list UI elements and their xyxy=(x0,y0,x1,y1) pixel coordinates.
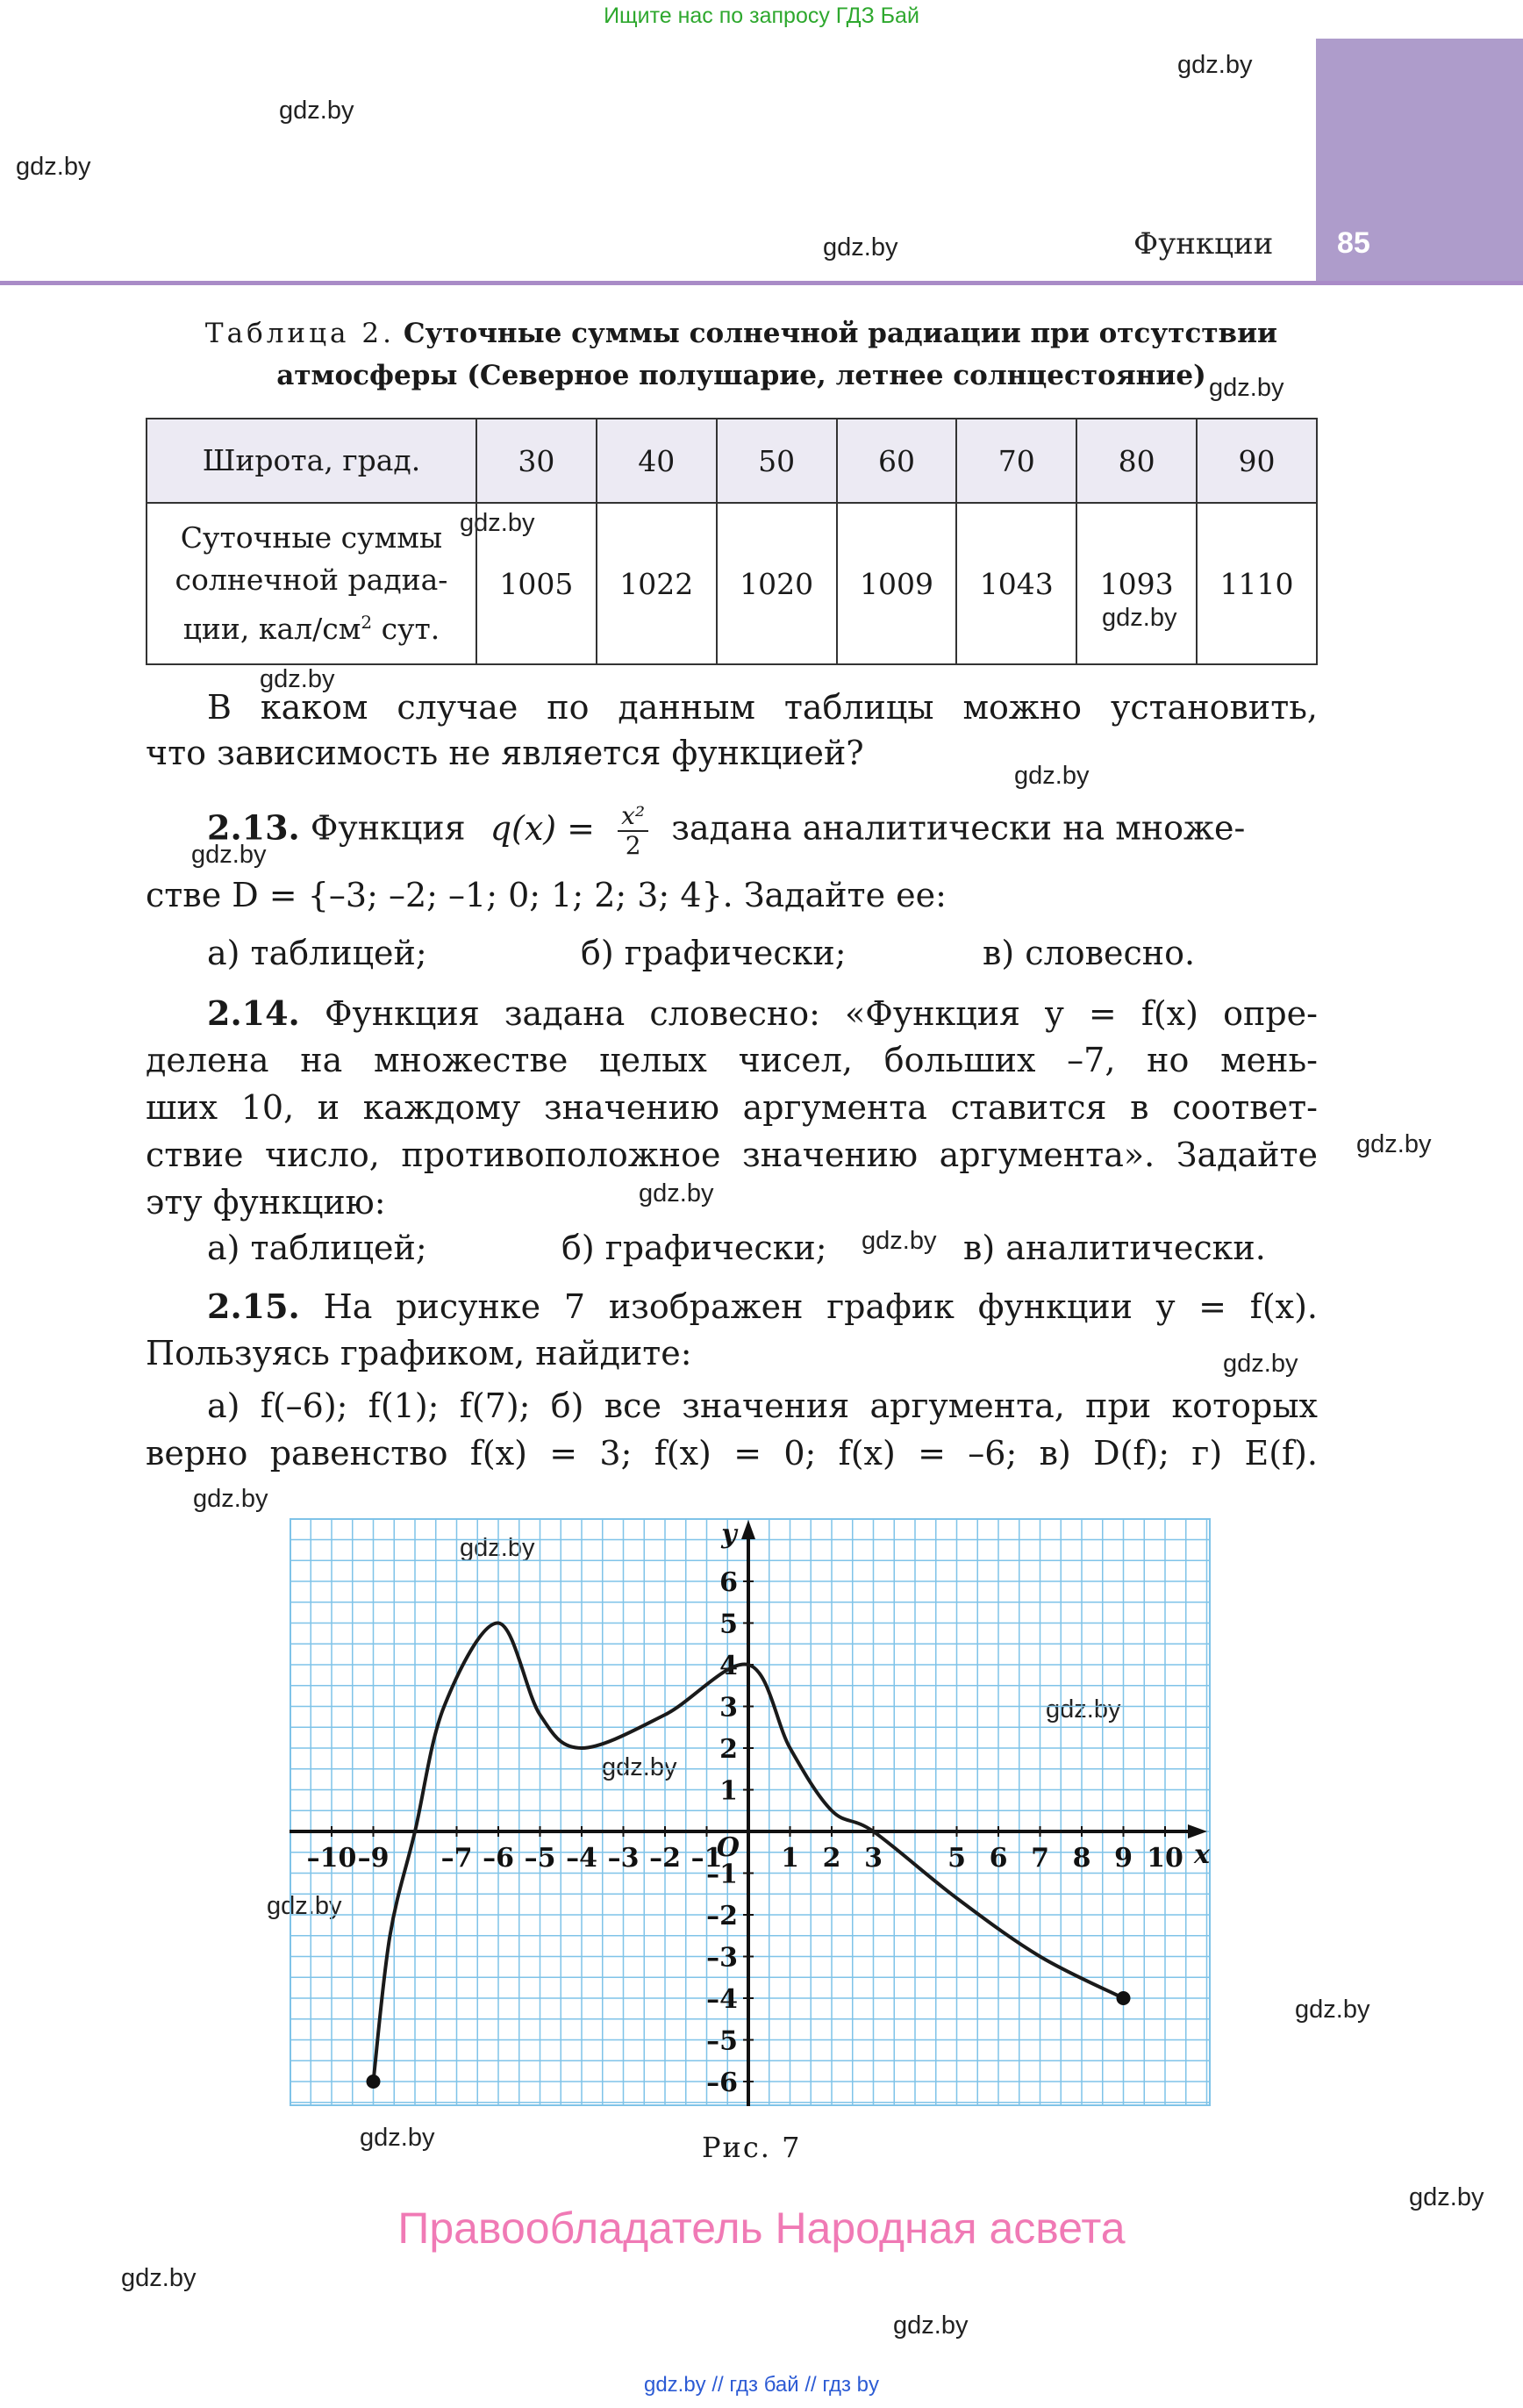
table-cell: 70 xyxy=(956,419,1076,503)
header-rule xyxy=(0,281,1523,285)
x-tick-label: –2 xyxy=(649,1843,681,1874)
formula-fraction xyxy=(618,802,648,860)
exercise-text: На рисунке 7 изображен график функции y = f(x). xyxy=(323,1287,1318,1326)
y-tick-label: 4 xyxy=(719,1651,738,1681)
y-tick-label: –5 xyxy=(706,2025,738,2057)
x-tick-label: –9 xyxy=(357,1843,390,1874)
row-header-line: ции, кал/см xyxy=(182,612,361,646)
watermark: gdz.by xyxy=(1409,2183,1484,2211)
unit-exponent: 2 xyxy=(361,612,373,633)
exercise-text: Функция xyxy=(310,808,466,848)
watermark: gdz.by xyxy=(1102,604,1177,632)
option-c: в) словесно. xyxy=(983,934,1196,972)
table-cell: 30 xyxy=(476,419,597,503)
exercise-text: Функция задана словесно: «Функция y = f(x) опре- xyxy=(324,994,1318,1033)
table-caption-title: Суточные суммы солнечной радиации при отсутствии атмосферы (Северное полушарие, летнее солнцестояние) xyxy=(276,318,1278,391)
y-tick-label: 6 xyxy=(719,1567,738,1598)
footer-links[interactable]: gdz.by // гдз бай // гдз by xyxy=(643,2373,880,2397)
watermark: gdz.by xyxy=(862,1227,937,1255)
x-tick-label: –4 xyxy=(566,1843,597,1874)
table-caption xyxy=(140,312,1342,397)
x-tick-label: 3 xyxy=(864,1843,883,1874)
section-title: Функции xyxy=(1133,226,1274,262)
top-banner[interactable]: Ищите нас по запросу ГДЗ Бай xyxy=(604,4,919,28)
origin-label: O xyxy=(716,1832,740,1863)
table-row xyxy=(147,503,1317,664)
y-tick-label: –2 xyxy=(706,1901,738,1931)
exercise-text: задана аналитически на множе- xyxy=(671,808,1246,848)
row-header-line: сут. xyxy=(372,612,440,646)
x-tick-label: –7 xyxy=(440,1843,473,1874)
watermark: gdz.by xyxy=(460,509,535,537)
function-graph xyxy=(290,1518,1211,2106)
watermark: gdz.by xyxy=(893,2311,969,2340)
option-b: б) графически; xyxy=(581,934,847,972)
table-cell: 90 xyxy=(1197,419,1317,503)
watermark: gdz.by xyxy=(267,1892,342,1920)
exercise-2-13-line: стве D = {–3; –2; –1; 0; 1; 2; 3; 4}. Задайте ее: xyxy=(146,876,947,914)
exercise-2-14-line xyxy=(207,993,1318,1033)
exercise-2-13-line xyxy=(207,802,1318,860)
endpoint xyxy=(1117,1991,1131,2005)
row-header-line: Суточные суммы xyxy=(180,520,443,555)
exercise-2-14-line: эту функцию: xyxy=(146,1183,386,1222)
watermark: gdz.by xyxy=(823,233,898,262)
x-tick-label: 8 xyxy=(1072,1843,1091,1874)
question-line: В каком случае по данным таблицы можно установить, xyxy=(207,688,1318,727)
x-tick-label: –1 xyxy=(690,1843,723,1874)
question-line: что зависимость не является функцией? xyxy=(146,734,864,772)
y-axis-label: y xyxy=(721,1519,737,1550)
y-tick-label: 3 xyxy=(719,1692,738,1724)
radiation-table xyxy=(146,418,1318,665)
watermark: gdz.by xyxy=(193,1485,268,1513)
row-header-radiation xyxy=(147,503,476,664)
table-cell: 40 xyxy=(597,419,717,503)
watermark: gdz.by xyxy=(360,2124,435,2152)
option-a: а) таблицей; xyxy=(207,1229,427,1267)
table-cell: 1110 xyxy=(1197,503,1317,664)
y-axis-arrow xyxy=(741,1520,755,1539)
page-number: 85 xyxy=(1337,226,1370,260)
exercise-number: 2.15. xyxy=(207,1286,300,1326)
watermark: gdz.by xyxy=(260,665,335,693)
exercise-2-15-line xyxy=(207,1286,1318,1326)
watermark: gdz.by xyxy=(1356,1130,1432,1158)
fraction-denominator: 2 xyxy=(625,831,641,860)
fraction-numerator: x² xyxy=(618,802,648,832)
x-tick-label: 1 xyxy=(781,1843,799,1874)
y-tick-label: 1 xyxy=(719,1775,738,1807)
exercise-2-15-line: Пользуясь графиком, найдите: xyxy=(146,1334,692,1372)
watermark: gdz.by xyxy=(16,153,91,181)
option-c: в) аналитически. xyxy=(963,1229,1266,1267)
y-tick-label: 5 xyxy=(719,1609,738,1640)
table-cell: 1043 xyxy=(956,503,1076,664)
exercise-2-15-line: верно равенство f(x) = 3; f(x) = 0; f(x) = –6; в) D(f); г) E(f). xyxy=(146,1434,1318,1473)
figure-caption: Рис. 7 xyxy=(702,2131,802,2164)
endpoint xyxy=(367,2075,381,2089)
option-a: а) таблицей; xyxy=(207,934,427,972)
option-b: б) графически; xyxy=(561,1229,827,1267)
watermark: gdz.by xyxy=(121,2264,197,2292)
watermark: gdz.by xyxy=(639,1179,714,1208)
x-tick-label: –10 xyxy=(306,1843,357,1874)
x-tick-label: –5 xyxy=(524,1843,556,1874)
exercise-2-14-line: ших 10, и каждому значению аргумента ставится в соответ- xyxy=(146,1088,1318,1127)
table-cell: 1005 xyxy=(476,503,597,664)
watermark: gdz.by xyxy=(1046,1695,1121,1724)
watermark: gdz.by xyxy=(1223,1350,1298,1378)
exercise-number: 2.14. xyxy=(207,993,300,1033)
graph-axes xyxy=(290,1520,1207,2106)
x-tick-label: 6 xyxy=(989,1843,1008,1874)
x-tick-label: –3 xyxy=(607,1843,640,1874)
y-tick-label: –3 xyxy=(706,1942,738,1974)
x-tick-label: 9 xyxy=(1114,1843,1133,1874)
table-row xyxy=(147,419,1317,503)
rights-holder: Правообладатель Народная асвета xyxy=(397,2204,1126,2253)
x-tick-label: 7 xyxy=(1031,1843,1049,1874)
row-header-latitude: Широта, град. xyxy=(147,419,476,503)
x-axis-label: x xyxy=(1194,1839,1210,1870)
y-tick-label: 2 xyxy=(719,1734,738,1765)
watermark: gdz.by xyxy=(1177,51,1253,79)
y-tick-label: –1 xyxy=(706,1859,738,1890)
watermark: gdz.by xyxy=(1014,762,1090,790)
watermark: gdz.by xyxy=(602,1753,677,1781)
formula-lhs: q(x) = xyxy=(490,808,596,848)
x-tick-label: 2 xyxy=(822,1843,841,1874)
x-tick-label: 10 xyxy=(1147,1843,1183,1874)
x-axis-arrow xyxy=(1188,1824,1207,1838)
exercise-2-14-line: ствие число, противоположное значению аргумента». Задайте xyxy=(146,1136,1318,1174)
row-header-line: солнечной радиа- xyxy=(175,563,448,597)
table-cell: 1020 xyxy=(717,503,837,664)
table-cell: 60 xyxy=(837,419,957,503)
graph-tick-labels xyxy=(307,1519,1211,2098)
watermark: gdz.by xyxy=(191,841,267,869)
watermark: gdz.by xyxy=(1295,1996,1370,2024)
table-cell: 1022 xyxy=(597,503,717,664)
table-cell: 80 xyxy=(1076,419,1197,503)
exercise-2-14-line: делена на множестве целых чисел, больших –7, но мень- xyxy=(146,1041,1318,1079)
table-cell: 1093 xyxy=(1076,503,1197,664)
y-tick-label: –6 xyxy=(706,2068,738,2098)
x-tick-label: –6 xyxy=(483,1843,514,1874)
table-cell: 1009 xyxy=(837,503,957,664)
watermark: gdz.by xyxy=(1209,374,1284,402)
watermark: gdz.by xyxy=(279,97,354,125)
watermark: gdz.by xyxy=(460,1534,535,1562)
exercise-2-15-line: а) f(–6); f(1); f(7); б) все значения аргумента, при которых xyxy=(207,1387,1318,1425)
exercise-number: 2.13. xyxy=(207,807,300,848)
x-tick-label: 5 xyxy=(947,1843,966,1874)
table-caption-label: Таблица 2. xyxy=(204,318,395,349)
y-tick-label: –4 xyxy=(706,1984,738,2015)
table-cell: 50 xyxy=(717,419,837,503)
